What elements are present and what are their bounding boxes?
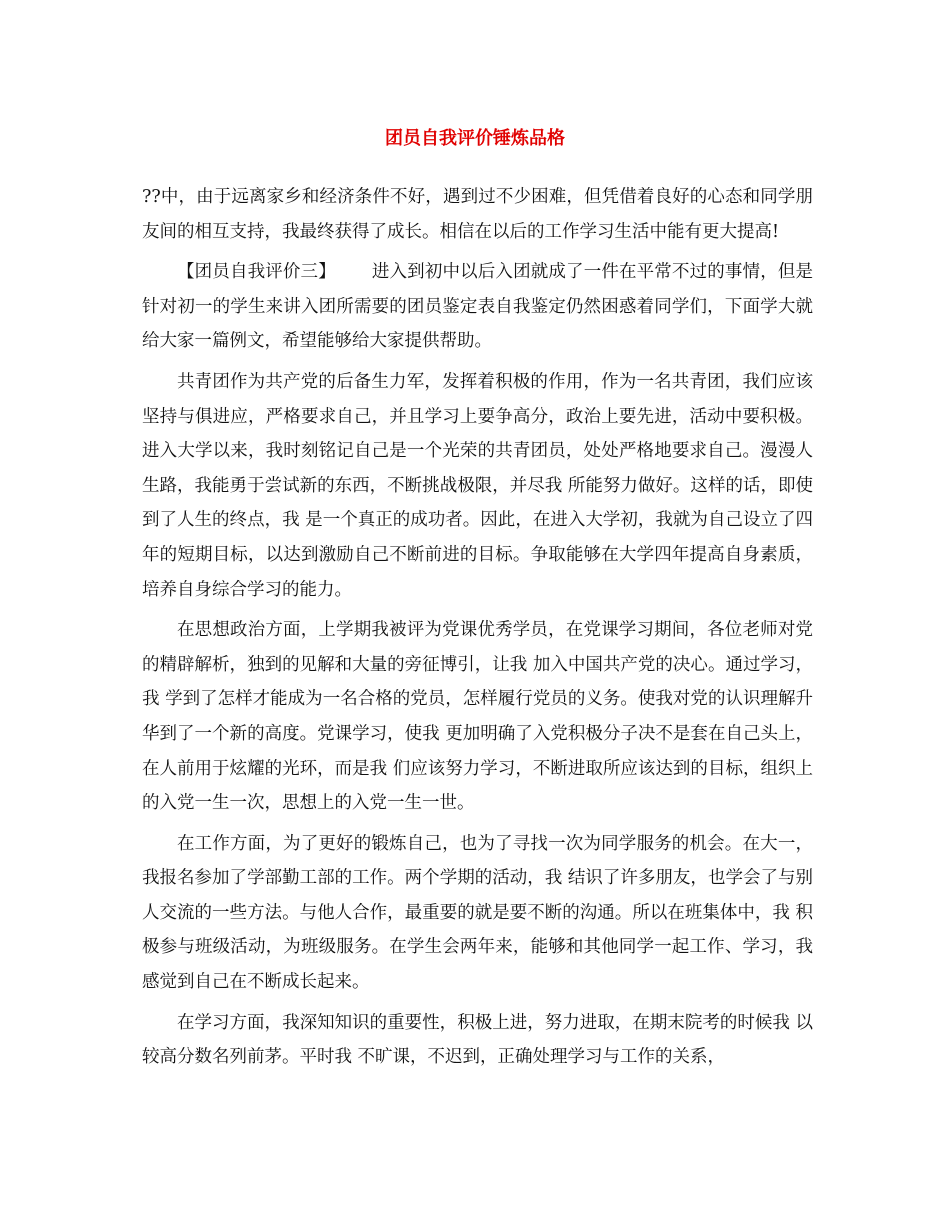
paragraph-study: 在学习方面，我深知知识的重要性，积极上进，努力进取，在期末院考的时候我 以较高分数名列前茅。平时我 不旷课，不迟到，正确处理学习与工作的关系， xyxy=(142,1012,813,1068)
paragraph-political: 在思想政治方面，上学期我被评为党课优秀学员，在党课学习期间，各位老师对党的精辟解析，独到的见解和大量的旁征博引，让我 加入中国共产党的决心。通过学习，我 学到了怎样才能成为一名合格的党员，怎样履行党员的义务。使我对党的认识理解升华到了一个新的高度。党课学习，使我 更加明确了入党积极分子决不是套在自己头上，在人前用于炫耀的光环，而是我 们应该努力学习，不断进取所应该达到的目标，组织上的入党一生一次，思想上的入党一生一世。 xyxy=(142,620,813,814)
paragraph-work: 在工作方面，为了更好的锻炼自己，也为了寻找一次为同学服务的机会。在大一，我报名参加了学部勤工部的工作。两个学期的活动，我 结识了许多朋友，也学会了与别人交流的一些方法。与他人合作，最重要的就是要不断的沟通。所以在班集体中，我 积极参与班级活动，为班级服务。在学生会两年来，能够和其他同学一起工作、学习，我 感觉到自己在不断成长起来。 xyxy=(142,833,813,993)
section-label: 【团员自我评价三】 xyxy=(177,262,336,283)
paragraph-text: 进入到初中以后入团就成了一件在平常不过的事情，但是针对初一的学生来讲入团所需要的团员鉴定表自我鉴定仍然困惑着同学们，下面学大就给大家一篇例文，希望能够给大家提供帮助。 xyxy=(142,262,814,352)
paragraph-youth-league: 共青团作为共产党的后备生力军，发挥着积极的作用，作为一名共青团，我们应该坚持与俱进应，严格要求自己，并且学习上要争高分，政治上要先进，活动中要积极。进入大学以来，我时刻铭记自己是一个光荣的共青团员，处处严格地要求自己。漫漫人生路，我能勇于尝试新的东西，不断挑战极限，并尽我 所能努力做好。这样的话，即使到了人生的终点，我 是一个真正的成功者。因此，在进入大学初，我就为自己设立了四年的短期目标，以达到激励自己不断前进的目标。争取能够在大学四年提高自身素质，培养自身综合学习的能力。 xyxy=(142,371,813,600)
paragraph-evaluation-three xyxy=(142,255,813,359)
paragraph-intro: ??中，由于远离家乡和经济条件不好，遇到过不少困难，但凭借着良好的心态和同学朋友间的相互支持，我最终获得了成长。相信在以后的工作学习生活中能有更大提高! xyxy=(142,187,813,242)
document-body xyxy=(142,180,813,1075)
document-title: 团员自我评价锤炼品格 xyxy=(385,128,565,149)
